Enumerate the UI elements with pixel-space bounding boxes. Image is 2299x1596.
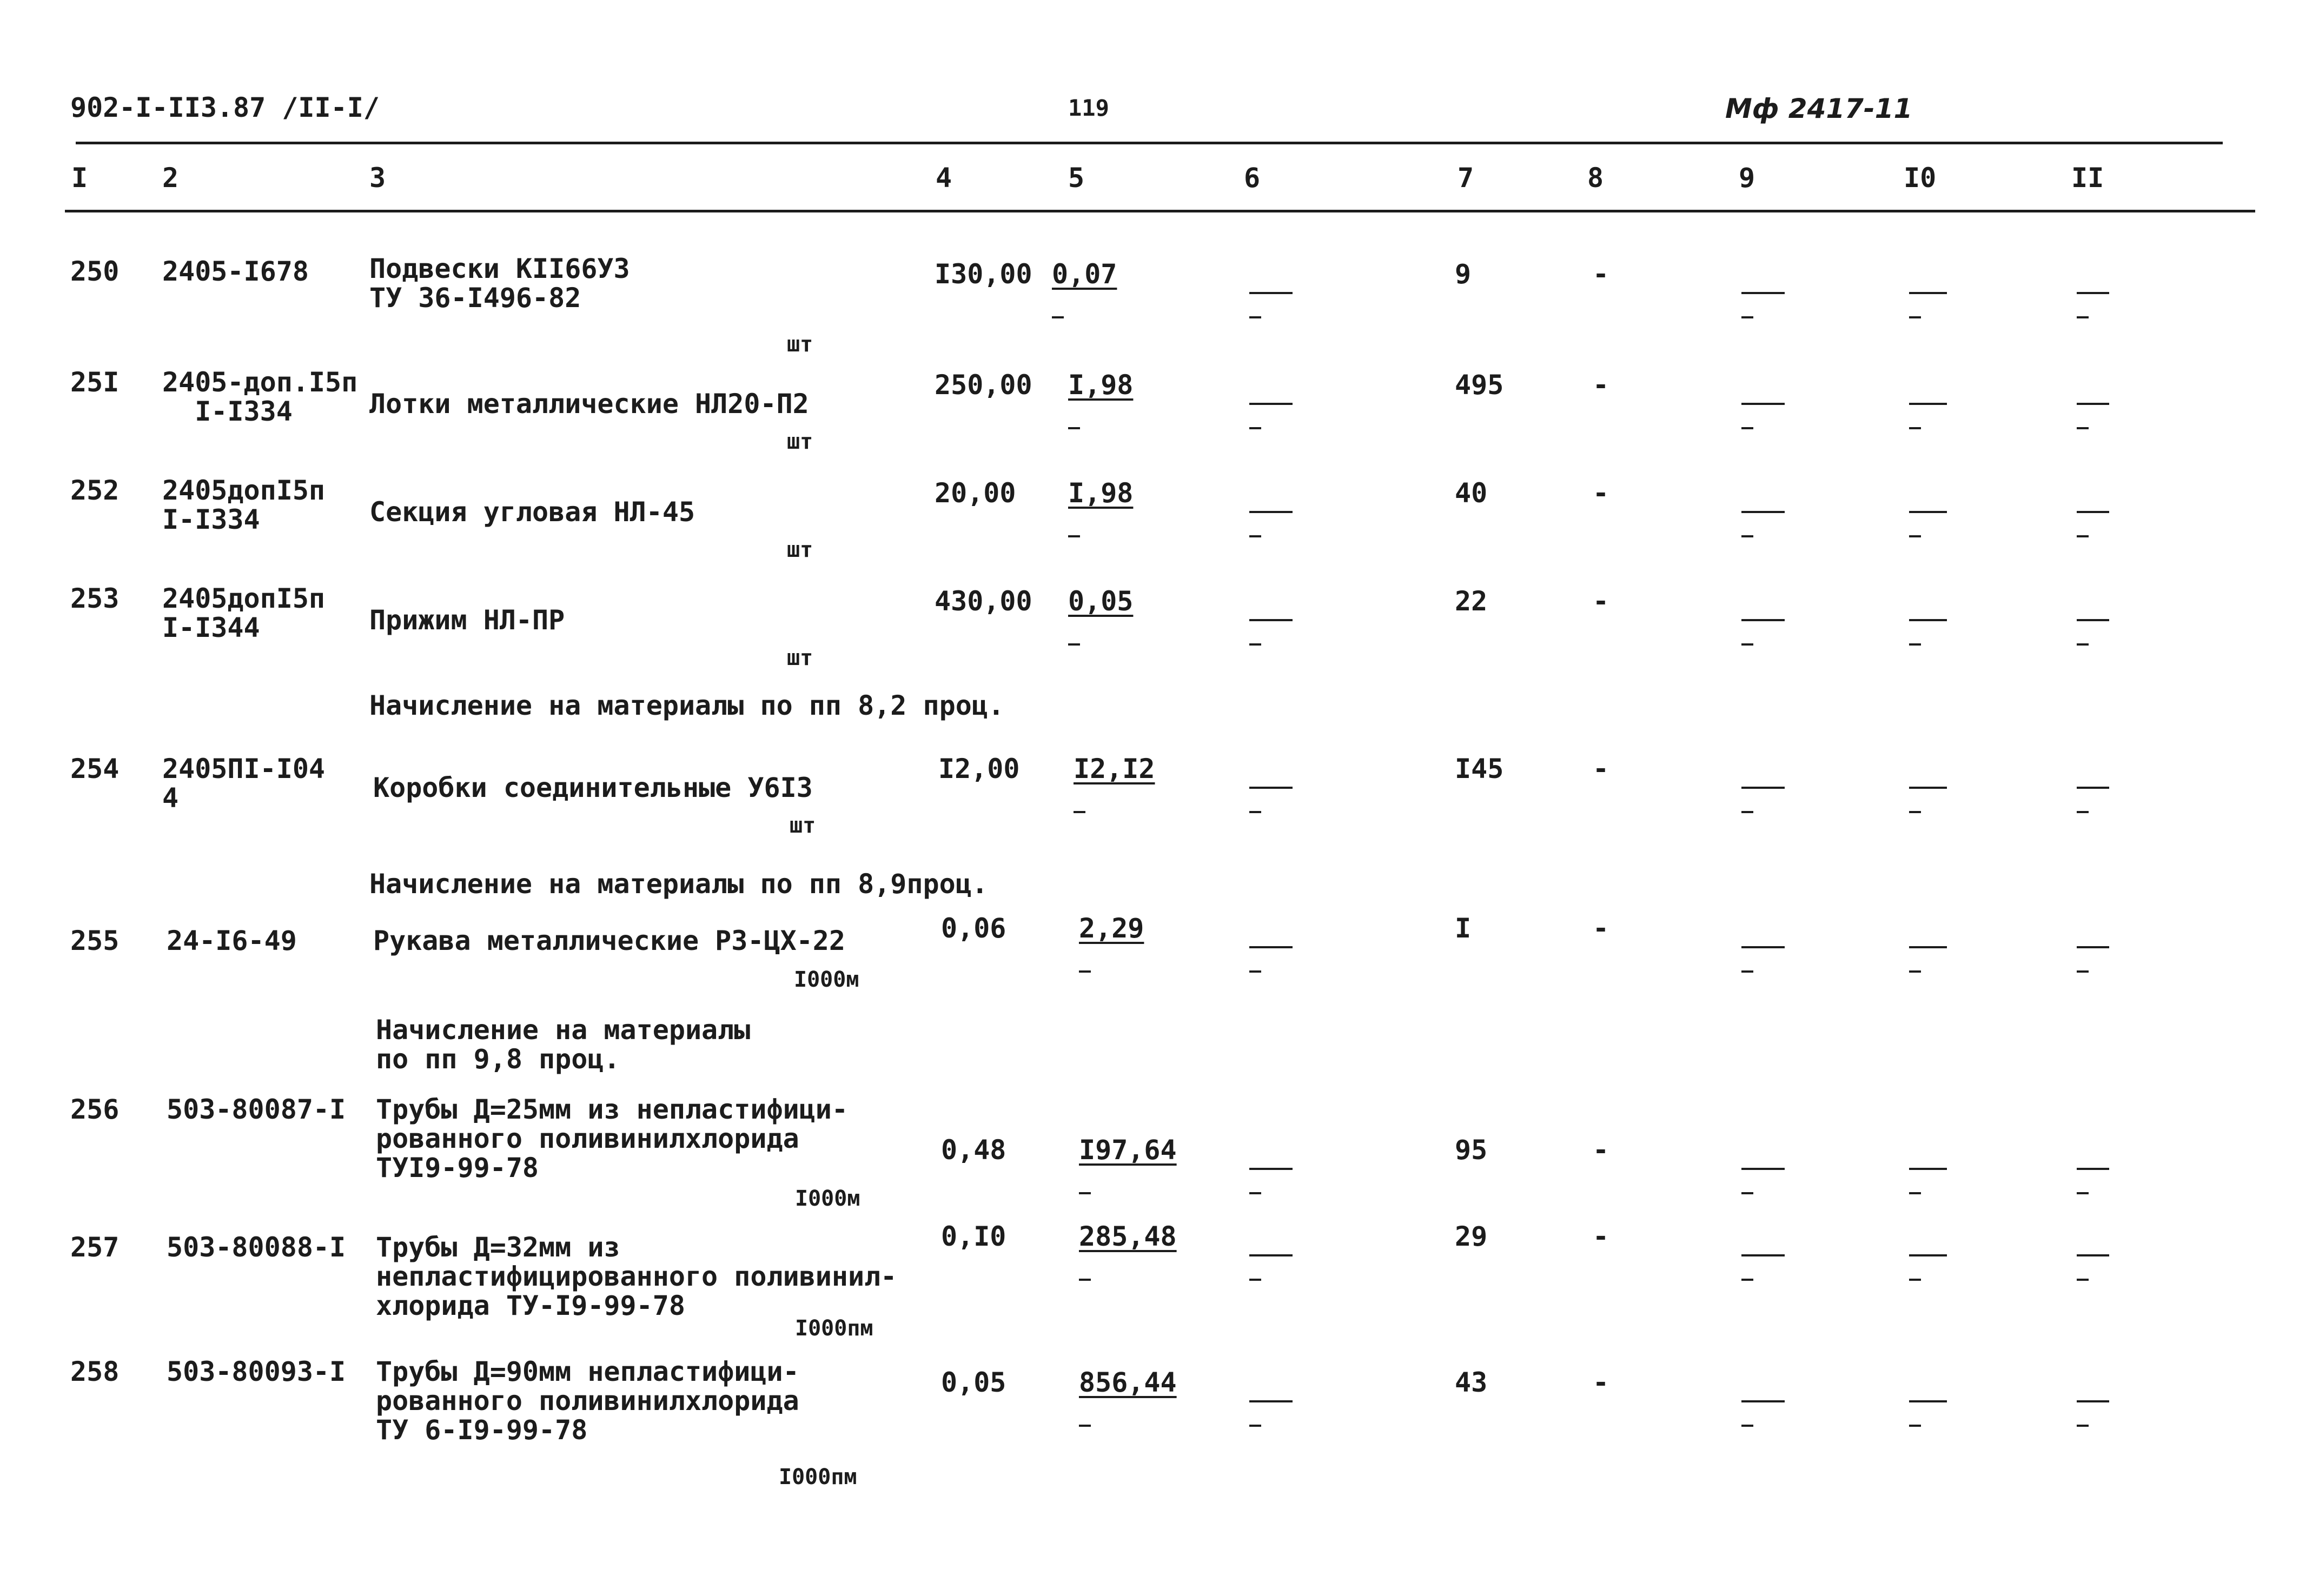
col-header-10: I0 — [1904, 162, 1937, 194]
fraction-dash-upper — [1741, 619, 1785, 621]
row-col8-dash: - — [1593, 1134, 1609, 1166]
fraction-dash-upper — [1741, 1254, 1785, 1256]
row-number: 25I — [70, 367, 120, 398]
row-unit: шт — [787, 646, 813, 670]
fraction-dash-lower — [1909, 811, 1921, 813]
fraction-dash-lower — [1909, 1425, 1921, 1427]
row-name: Рукава металлические Р3-ЦХ-22 — [373, 925, 845, 956]
row-col8-dash: - — [1593, 913, 1609, 944]
fraction-dash-upper — [1909, 403, 1947, 405]
row-total: 22 — [1455, 586, 1488, 617]
fraction-dash-lower — [2077, 811, 2089, 813]
fraction-dash-upper — [1909, 1168, 1947, 1170]
row-total: 495 — [1455, 369, 1504, 401]
col5-lower-dash — [1052, 316, 1064, 318]
row-total: 95 — [1455, 1134, 1488, 1166]
row-name: Лотки металлические НЛ20-П2 — [369, 388, 809, 420]
row-code: 2405-доп.I5п I-I334 — [162, 367, 358, 427]
row-number: 256 — [70, 1094, 120, 1125]
fraction-dash-lower — [2077, 970, 2089, 973]
row-total: 29 — [1455, 1221, 1488, 1252]
row-col8-dash: - — [1593, 1221, 1609, 1252]
fraction-dash-upper — [1249, 946, 1293, 948]
col-header-1: I — [71, 162, 88, 194]
row-name: Прижим НЛ-ПР — [369, 604, 565, 636]
fraction-dash-lower — [1249, 643, 1261, 646]
fraction-dash-lower — [1249, 535, 1261, 537]
surcharge-note: Начисление на материалы по пп 8,9проц. — [369, 868, 988, 900]
fraction-dash-upper — [1741, 1168, 1785, 1170]
fraction-dash-lower — [1909, 643, 1921, 646]
fraction-dash-upper — [1741, 511, 1785, 513]
row-number: 255 — [70, 925, 120, 956]
fraction-dash-lower — [1909, 535, 1921, 537]
row-col8-dash: - — [1593, 586, 1609, 617]
fraction-dash-lower — [1909, 427, 1921, 429]
fraction-dash-upper — [1249, 292, 1293, 294]
row-code: 24-I6-49 — [167, 925, 297, 956]
fraction-dash-upper — [1741, 1400, 1785, 1402]
fraction-dash-lower — [1249, 1425, 1261, 1427]
fraction-dash-upper — [1249, 1168, 1293, 1170]
surcharge-note: Начисление на материалы по пп 9,8 проц. — [376, 1014, 751, 1075]
row-quantity: 0,I0 — [941, 1221, 1006, 1252]
row-price: I2,I2 — [1074, 753, 1155, 784]
row-quantity: 0,06 — [941, 913, 1006, 944]
col5-lower-dash — [1068, 643, 1080, 646]
row-total: 40 — [1455, 477, 1488, 509]
row-price: 0,07 — [1052, 258, 1117, 290]
row-total: I — [1455, 913, 1472, 944]
fraction-dash-lower — [1741, 1279, 1753, 1281]
header-rule-top — [76, 142, 2223, 144]
document-code: 902-I-II3.87 /II-I/ — [70, 92, 380, 123]
fraction-dash-upper — [1741, 787, 1785, 789]
col-header-2: 2 — [162, 162, 179, 194]
col5-lower-dash — [1079, 970, 1091, 973]
fraction-dash-lower — [2077, 535, 2089, 537]
fraction-dash-upper — [1249, 619, 1293, 621]
fraction-dash-lower — [1741, 316, 1753, 318]
row-unit: I000м — [795, 1186, 860, 1211]
fraction-dash-lower — [1909, 1279, 1921, 1281]
fraction-dash-upper — [2077, 1168, 2109, 1170]
row-code: 2405допI5п I-I344 — [162, 583, 326, 643]
fraction-dash-lower — [1249, 316, 1261, 318]
fraction-dash-lower — [1741, 1192, 1753, 1194]
col5-lower-dash — [1068, 535, 1080, 537]
row-code: 503-80087-I — [167, 1094, 346, 1125]
row-quantity: 0,05 — [941, 1367, 1006, 1398]
fraction-dash-upper — [1741, 403, 1785, 405]
row-quantity: 0,48 — [941, 1134, 1006, 1166]
row-code: 503-80093-I — [167, 1356, 346, 1387]
row-number: 254 — [70, 753, 120, 784]
col5-lower-dash — [1079, 1192, 1091, 1194]
row-unit: шт — [787, 332, 813, 357]
col-header-4: 4 — [936, 162, 952, 194]
fraction-dash-lower — [1741, 1425, 1753, 1427]
col-header-11: II — [2071, 162, 2104, 194]
row-unit: шт — [787, 537, 813, 562]
fraction-dash-lower — [2077, 1425, 2089, 1427]
fraction-dash-lower — [1741, 427, 1753, 429]
row-col8-dash: - — [1593, 477, 1609, 509]
col-header-6: 6 — [1244, 162, 1261, 194]
col5-lower-dash — [1068, 427, 1080, 429]
fraction-dash-lower — [1249, 427, 1261, 429]
row-name: Трубы Д=32мм из непластифицированного поливинил- хлорида ТУ-I9-99-78 — [376, 1232, 897, 1321]
fraction-dash-upper — [1741, 946, 1785, 948]
page-number: 119 — [1068, 95, 1109, 121]
row-col8-dash: - — [1593, 369, 1609, 401]
fraction-dash-upper — [1909, 292, 1947, 294]
fraction-dash-upper — [2077, 619, 2109, 621]
fraction-dash-lower — [1741, 535, 1753, 537]
row-quantity: 250,00 — [935, 369, 1032, 401]
fraction-dash-lower — [2077, 643, 2089, 646]
fraction-dash-lower — [1741, 811, 1753, 813]
fraction-dash-upper — [1909, 787, 1947, 789]
row-price: 856,44 — [1079, 1367, 1177, 1398]
fraction-dash-lower — [1249, 811, 1261, 813]
fraction-dash-upper — [2077, 787, 2109, 789]
row-code: 2405ПI-I04 4 — [162, 753, 326, 814]
row-unit: I000м — [794, 967, 859, 992]
fraction-dash-upper — [2077, 403, 2109, 405]
col5-lower-dash — [1074, 811, 1085, 813]
fraction-dash-lower — [1909, 1192, 1921, 1194]
fraction-dash-upper — [1909, 1400, 1947, 1402]
fraction-dash-upper — [1909, 619, 1947, 621]
row-col8-dash: - — [1593, 1367, 1609, 1398]
fraction-dash-upper — [2077, 946, 2109, 948]
row-quantity: 430,00 — [935, 586, 1032, 617]
row-total: I45 — [1455, 753, 1504, 784]
row-name: Трубы Д=90мм непластифици- рованного поливинилхлорида ТУ 6-I9-99-78 — [376, 1356, 799, 1446]
row-col8-dash: - — [1593, 753, 1609, 784]
row-total: 9 — [1455, 258, 1472, 290]
fraction-dash-upper — [1909, 946, 1947, 948]
fraction-dash-lower — [2077, 316, 2089, 318]
fraction-dash-upper — [2077, 292, 2109, 294]
col-header-8: 8 — [1587, 162, 1604, 194]
row-code: 503-80088-I — [167, 1232, 346, 1263]
fraction-dash-upper — [1249, 1254, 1293, 1256]
row-number: 252 — [70, 475, 120, 506]
col-header-9: 9 — [1739, 162, 1755, 194]
row-price: 0,05 — [1068, 586, 1134, 617]
row-unit: I000пм — [795, 1316, 873, 1341]
fraction-dash-lower — [1909, 970, 1921, 973]
row-name: Трубы Д=25мм из непластифици- рованного поливинилхлорида ТУI9-99-78 — [376, 1094, 848, 1183]
fraction-dash-lower — [1249, 1192, 1261, 1194]
fraction-dash-upper — [1249, 1400, 1293, 1402]
header-rule-bottom — [65, 210, 2255, 212]
col5-lower-dash — [1079, 1425, 1091, 1427]
col-header-5: 5 — [1068, 162, 1085, 194]
row-number: 257 — [70, 1232, 120, 1263]
row-name: Секция угловая НЛ-45 — [369, 496, 695, 528]
row-price: 2,29 — [1079, 913, 1144, 944]
fraction-dash-upper — [1741, 292, 1785, 294]
col5-lower-dash — [1079, 1279, 1091, 1281]
fraction-dash-lower — [2077, 427, 2089, 429]
fraction-dash-upper — [1909, 1254, 1947, 1256]
row-price: 285,48 — [1079, 1221, 1177, 1252]
row-name: Коробки соединительные У6I3 — [373, 772, 813, 803]
fraction-dash-lower — [1249, 970, 1261, 973]
row-code: 2405-I678 — [162, 256, 309, 287]
archive-number: Мф 2417-11 — [1725, 93, 1913, 124]
row-number: 250 — [70, 256, 120, 287]
fraction-dash-upper — [2077, 1400, 2109, 1402]
fraction-dash-upper — [1249, 403, 1293, 405]
fraction-dash-upper — [2077, 1254, 2109, 1256]
fraction-dash-lower — [2077, 1192, 2089, 1194]
fraction-dash-lower — [1909, 316, 1921, 318]
row-col8-dash: - — [1593, 258, 1609, 290]
row-number: 258 — [70, 1356, 120, 1387]
row-price: I97,64 — [1079, 1134, 1177, 1166]
fraction-dash-lower — [2077, 1279, 2089, 1281]
row-price: I,98 — [1068, 369, 1134, 401]
row-code: 2405допI5п I-I334 — [162, 475, 326, 535]
fraction-dash-lower — [1741, 643, 1753, 646]
fraction-dash-lower — [1741, 970, 1753, 973]
fraction-dash-upper — [1249, 511, 1293, 513]
row-price: I,98 — [1068, 477, 1134, 509]
row-name: Подвески KII66У3 ТУ 36-I496-82 — [369, 253, 630, 314]
row-number: 253 — [70, 583, 120, 614]
fraction-dash-upper — [1249, 787, 1293, 789]
row-unit: I000пм — [779, 1465, 857, 1489]
row-unit: шт — [787, 429, 813, 454]
row-quantity: 20,00 — [935, 477, 1016, 509]
surcharge-note: Начисление на материалы по пп 8,2 проц. — [369, 690, 1004, 721]
row-quantity: I30,00 — [935, 258, 1032, 290]
col-header-7: 7 — [1457, 162, 1474, 194]
row-quantity: I2,00 — [938, 753, 1020, 784]
fraction-dash-upper — [2077, 511, 2109, 513]
row-total: 43 — [1455, 1367, 1488, 1398]
col-header-3: 3 — [369, 162, 386, 194]
fraction-dash-lower — [1249, 1279, 1261, 1281]
fraction-dash-upper — [1909, 511, 1947, 513]
row-unit: шт — [790, 813, 816, 838]
